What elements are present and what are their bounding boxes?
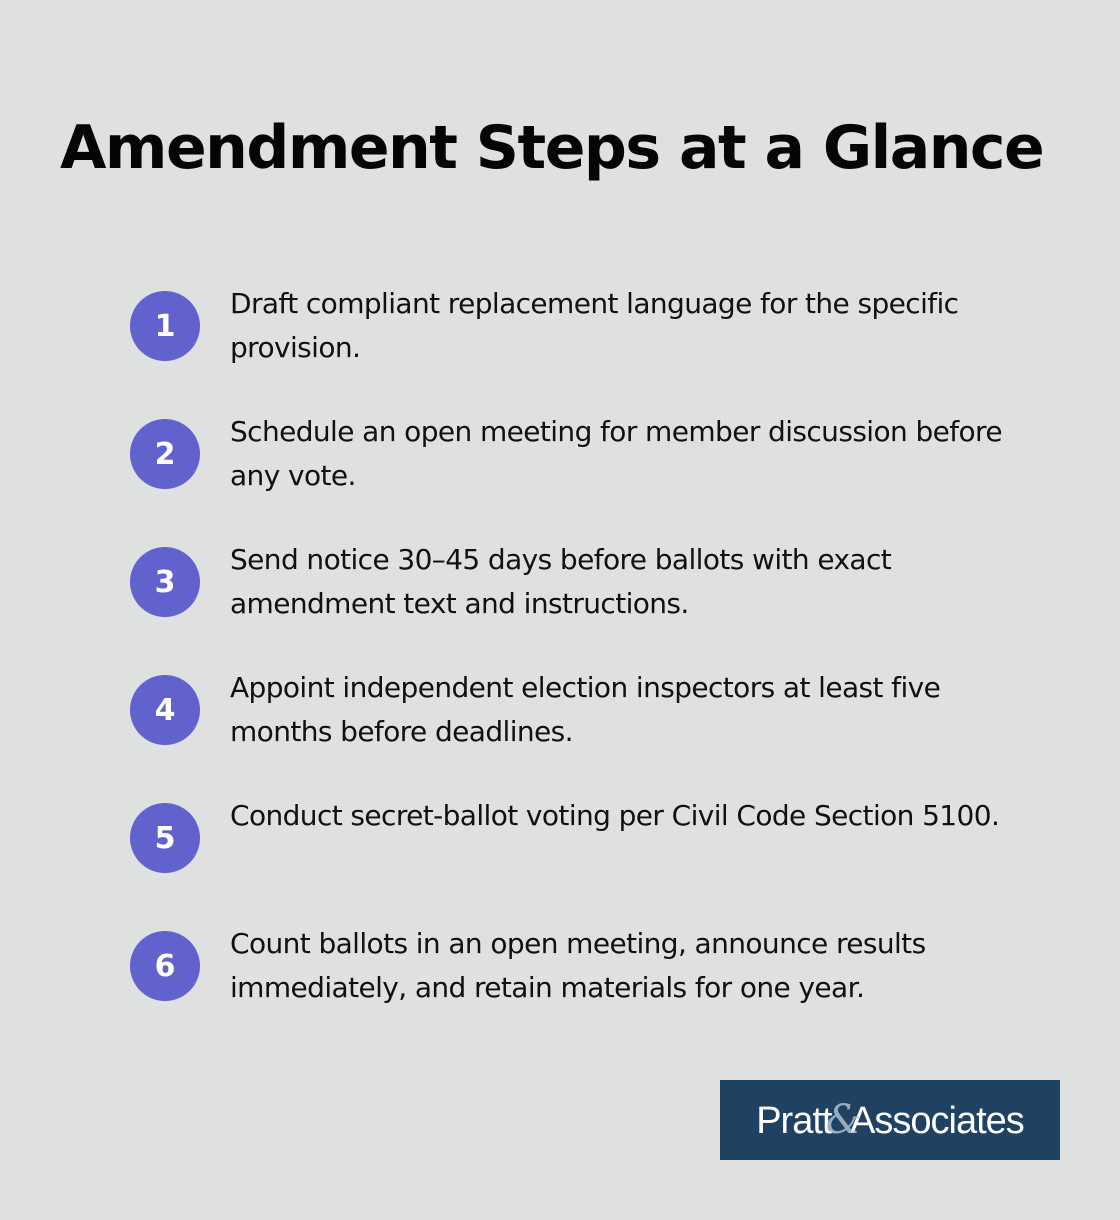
- step-text: Count ballots in an open meeting, announce results immediately, and retain materials for one year.: [230, 927, 926, 1004]
- step-number-badge: 2: [130, 419, 200, 489]
- step-number-badge: 1: [130, 291, 200, 361]
- step-item-6: [130, 922, 1060, 1022]
- step-number-badge: 6: [130, 931, 200, 1001]
- step-number-badge: 5: [130, 803, 200, 873]
- step-number-badge: 4: [130, 675, 200, 745]
- page-title: Amendment Steps at a Glance: [60, 113, 1044, 183]
- step-item-2: [130, 410, 1060, 510]
- step-text: Send notice 30–45 days before ballots with exact amendment text and instructions.: [230, 543, 892, 620]
- step-text: Appoint independent election inspectors at least five months before deadlines.: [230, 671, 941, 748]
- step-item-1: [130, 282, 1060, 382]
- step-text: Schedule an open meeting for member discussion before any vote.: [230, 415, 1002, 492]
- logo-wordmark: [756, 1097, 1024, 1143]
- company-logo: [720, 1080, 1060, 1160]
- step-item-3: [130, 538, 1060, 638]
- step-text: Draft compliant replacement language for the specific provision.: [230, 287, 959, 364]
- logo-text-left: Pratt: [756, 1100, 832, 1142]
- ampersand-icon: &: [825, 1097, 861, 1143]
- step-number-badge: 3: [130, 547, 200, 617]
- step-item-5: [130, 794, 1060, 894]
- step-text: Conduct secret-ballot voting per Civil Code Section 5100.: [230, 799, 1000, 832]
- step-item-4: [130, 666, 1060, 766]
- logo-text-right: Associates: [850, 1100, 1024, 1142]
